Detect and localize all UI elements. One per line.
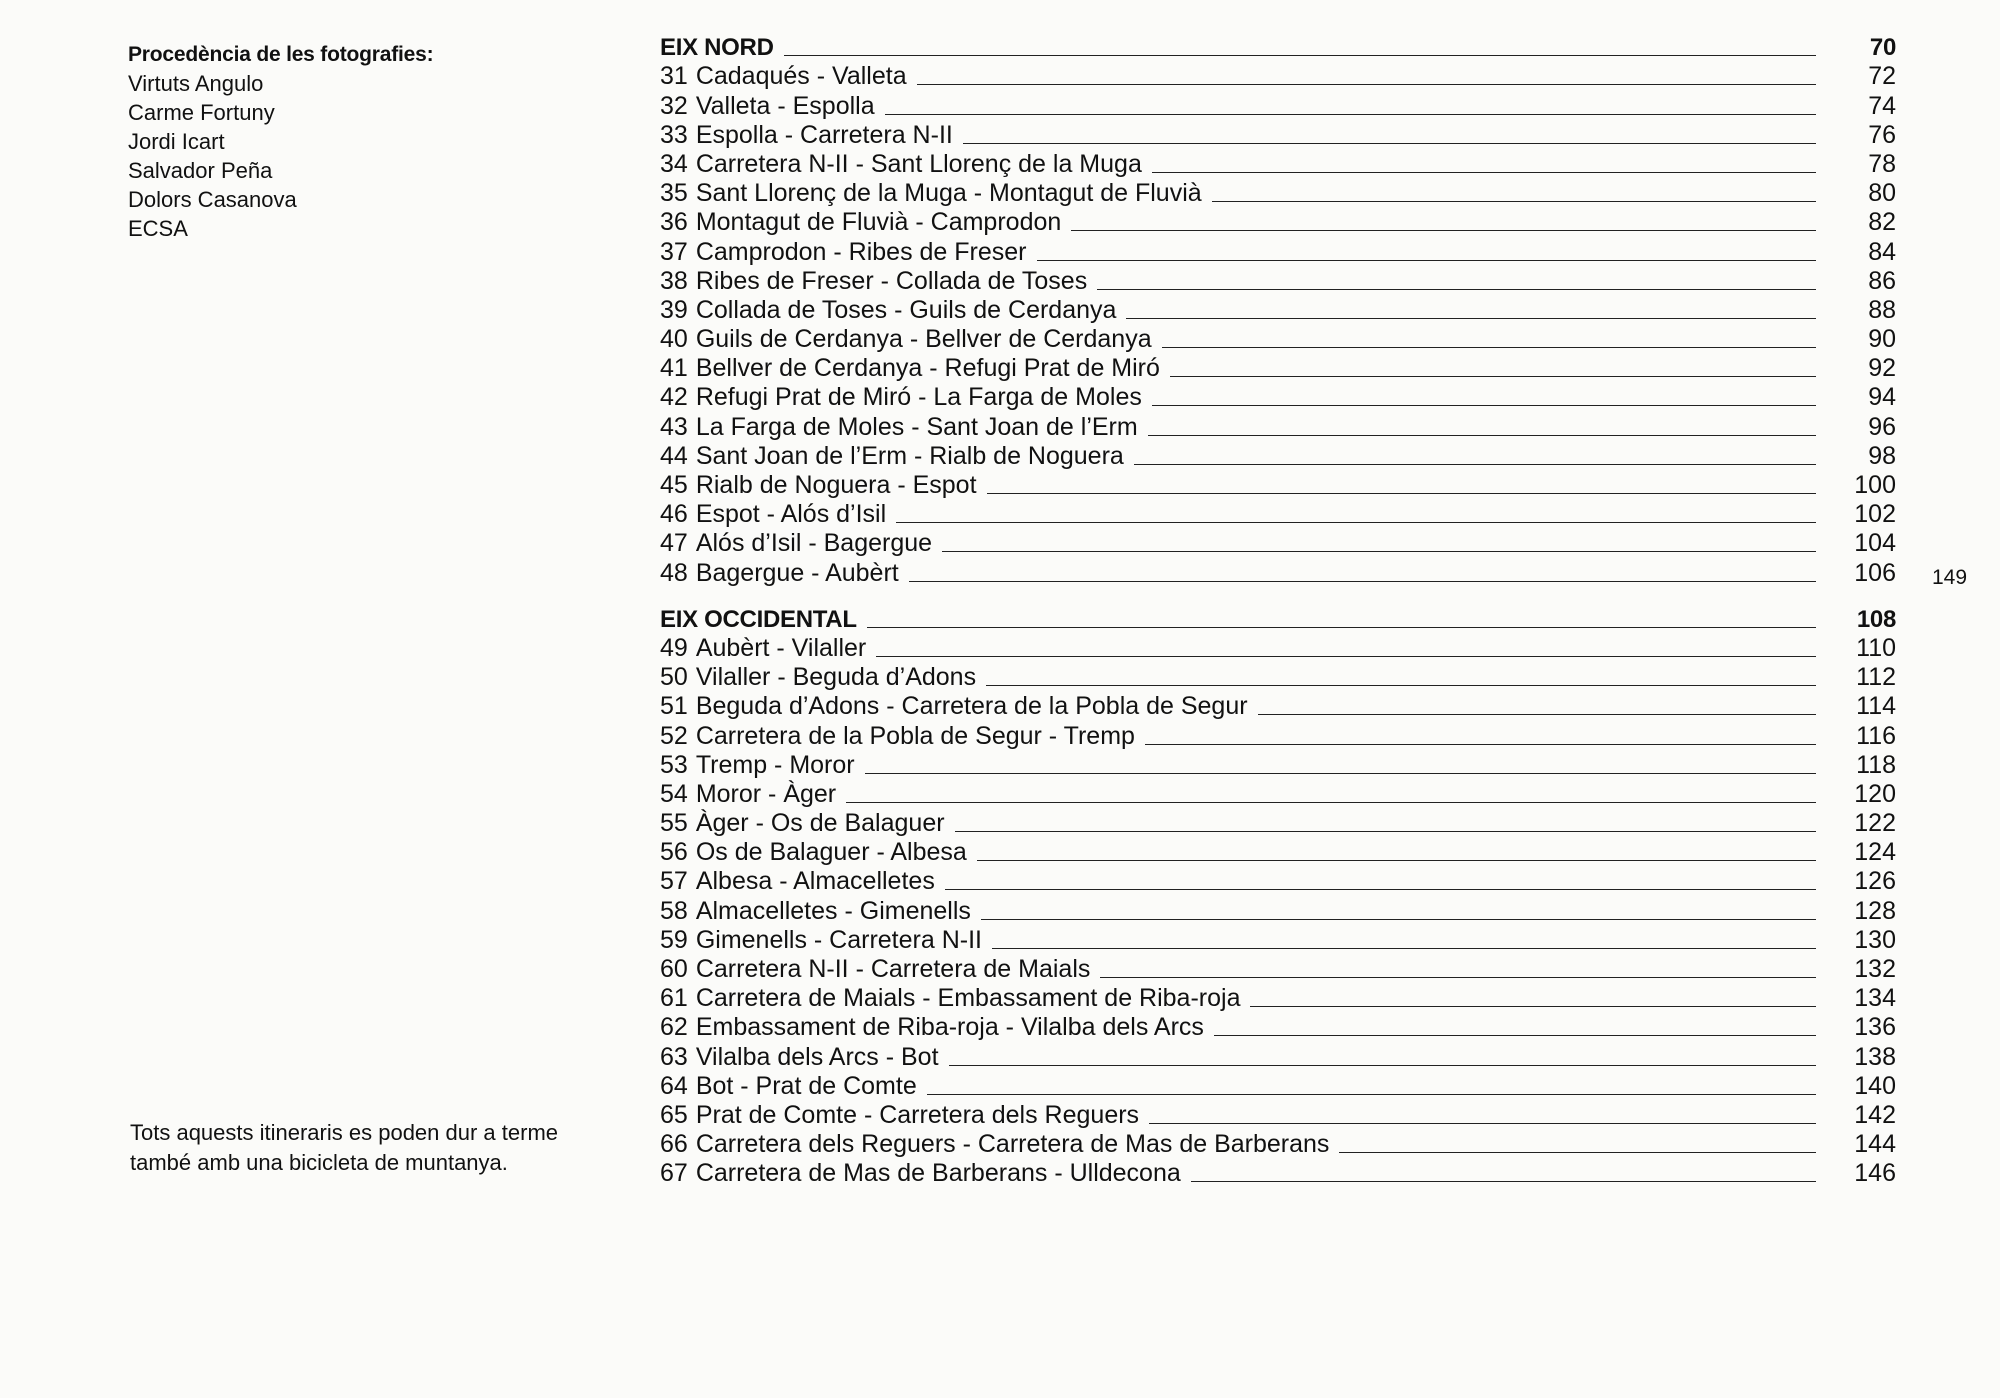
toc-entry[interactable] xyxy=(660,296,1896,325)
dotted-leader xyxy=(1214,1035,1816,1036)
itinerary-number: 57 xyxy=(660,867,688,896)
entry-text xyxy=(660,1101,1139,1130)
entry-text xyxy=(660,751,855,780)
entry-text xyxy=(660,559,899,588)
entry-text xyxy=(660,325,1152,354)
table-of-contents xyxy=(660,33,1896,1188)
entry-page: 122 xyxy=(1854,809,1896,838)
itinerary-number: 33 xyxy=(660,120,688,149)
toc-entry[interactable] xyxy=(660,208,1896,237)
itinerary-label: Bagergue - Aubèrt xyxy=(695,558,899,587)
entry-page: 136 xyxy=(1854,1013,1896,1042)
toc-entry[interactable] xyxy=(660,809,1896,838)
toc-entry[interactable] xyxy=(660,780,1896,809)
itinerary-number: 54 xyxy=(660,779,688,808)
entry-text xyxy=(660,984,1240,1013)
entry-text xyxy=(660,92,875,121)
entry-page: 118 xyxy=(1856,750,1896,779)
itinerary-number: 65 xyxy=(660,1100,688,1129)
entry-text xyxy=(660,267,1087,296)
itinerary-label: Sant Joan de l’Erm - Rialb de Noguera xyxy=(695,441,1124,470)
dotted-leader xyxy=(784,55,1816,56)
itinerary-label: Camprodon - Ribes de Freser xyxy=(695,237,1027,266)
itinerary-number: 45 xyxy=(660,471,688,499)
dotted-leader xyxy=(949,1065,1816,1066)
dotted-leader xyxy=(1134,464,1816,465)
toc-entry[interactable] xyxy=(660,1101,1896,1130)
itinerary-number: 38 xyxy=(660,266,688,295)
dotted-leader xyxy=(992,948,1816,949)
toc-entry[interactable] xyxy=(660,1072,1896,1101)
dotted-leader xyxy=(1170,376,1816,377)
photo-credits xyxy=(128,40,568,243)
itinerary-label: Carretera N-II - Carretera de Maials xyxy=(695,955,1091,983)
itinerary-label: Carretera de Mas de Barberans - Ulldecona xyxy=(695,1159,1181,1188)
entry-text xyxy=(660,1159,1181,1188)
entry-page: 96 xyxy=(1868,412,1896,441)
dotted-leader xyxy=(945,889,1816,890)
entry-text xyxy=(660,1043,939,1072)
dotted-leader xyxy=(955,831,1816,832)
entry-text xyxy=(660,500,886,529)
toc-entry[interactable] xyxy=(660,984,1896,1013)
entry-page: 132 xyxy=(1854,955,1896,983)
itinerary-number: 46 xyxy=(660,500,688,529)
toc-entry[interactable] xyxy=(660,237,1896,266)
entry-page: 86 xyxy=(1868,266,1896,295)
toc-entry[interactable] xyxy=(660,1013,1896,1042)
toc-entry[interactable] xyxy=(660,1042,1896,1071)
entry-page: 124 xyxy=(1854,838,1896,867)
entry-text xyxy=(660,838,967,867)
toc-entry[interactable] xyxy=(660,838,1896,867)
dotted-leader xyxy=(1149,1123,1816,1124)
itinerary-label: Gimenells - Carretera N-II xyxy=(695,925,982,954)
entry-text xyxy=(660,926,982,955)
itinerary-number: 37 xyxy=(660,237,688,266)
itinerary-number: 43 xyxy=(660,412,688,441)
page-number: 149 xyxy=(1932,566,1968,589)
itinerary-number: 39 xyxy=(660,295,688,324)
itinerary-label: Bellver de Cerdanya - Refugi Prat de Miró xyxy=(695,354,1160,383)
itinerary-label: Espot - Alós d’Isil xyxy=(695,500,887,529)
section-title: EIX OCCIDENTAL xyxy=(660,605,857,633)
entry-text xyxy=(660,471,977,500)
itinerary-label: Carretera N-II - Sant Llorenç de la Muga xyxy=(695,149,1142,178)
entry-page: 90 xyxy=(1868,325,1896,354)
itinerary-number: 48 xyxy=(660,558,688,587)
dotted-leader xyxy=(987,493,1816,494)
toc-entry[interactable] xyxy=(660,471,1896,500)
itinerary-number: 32 xyxy=(660,91,688,120)
itinerary-label: Vilaller - Beguda d’Adons xyxy=(695,663,977,692)
toc-entry[interactable] xyxy=(660,558,1896,587)
itinerary-label: Embassament de Riba-roja - Vilalba dels Arcs xyxy=(695,1013,1204,1042)
entry-page: 76 xyxy=(1868,120,1896,149)
entry-text xyxy=(660,179,1202,208)
itinerary-number: 67 xyxy=(660,1159,688,1188)
bike-note: Tots aquests itineraris es poden dur a terme també amb una bicicleta de muntanya. xyxy=(130,1120,559,1175)
entry-text xyxy=(660,867,935,896)
dotted-leader xyxy=(1212,201,1816,202)
itinerary-number: 62 xyxy=(660,1013,688,1042)
dotted-leader xyxy=(963,143,1816,144)
entry-page: 120 xyxy=(1854,779,1896,808)
entry-text xyxy=(660,809,945,838)
itinerary-number: 49 xyxy=(660,633,688,662)
itinerary-number: 31 xyxy=(660,62,688,91)
itinerary-number: 52 xyxy=(660,721,688,750)
entry-page: 98 xyxy=(1868,441,1896,470)
dotted-leader xyxy=(1071,230,1816,231)
dotted-leader xyxy=(896,522,1816,523)
itinerary-label: Àger - Os de Balaguer xyxy=(695,809,945,838)
entry-text xyxy=(660,150,1142,179)
entry-text xyxy=(660,780,836,809)
dotted-leader xyxy=(981,919,1816,920)
entry-text xyxy=(660,354,1160,383)
entry-text xyxy=(660,529,932,558)
itinerary-number: 63 xyxy=(660,1042,688,1071)
entry-page: 100 xyxy=(1854,471,1896,499)
dotted-leader xyxy=(986,685,1816,686)
dotted-leader xyxy=(1037,260,1816,261)
itinerary-number: 50 xyxy=(660,663,688,692)
itinerary-label: Tremp - Moror xyxy=(695,750,855,779)
section-title: EIX NORD xyxy=(660,34,774,62)
entry-page: 78 xyxy=(1868,149,1896,178)
dotted-leader xyxy=(1339,1152,1816,1153)
entry-text xyxy=(660,897,971,926)
dotted-leader xyxy=(1258,714,1816,715)
entry-page: 114 xyxy=(1856,692,1896,721)
entry-page: 94 xyxy=(1868,383,1896,412)
toc-entry[interactable] xyxy=(660,179,1896,208)
entry-page: 112 xyxy=(1856,663,1896,692)
dotted-leader xyxy=(876,656,1816,657)
credits-title: Procedència de les fotografies: xyxy=(128,43,434,66)
entry-text xyxy=(660,208,1061,237)
toc-entry[interactable] xyxy=(660,896,1896,925)
itinerary-label: Rialb de Noguera - Espot xyxy=(695,471,977,499)
entry-page: 140 xyxy=(1854,1071,1896,1100)
toc-entry[interactable] xyxy=(660,354,1896,383)
itinerary-label: Moror - Àger xyxy=(695,779,837,808)
entry-page: 92 xyxy=(1868,354,1896,383)
dotted-leader xyxy=(1191,1181,1816,1182)
entry-page: 128 xyxy=(1854,896,1896,925)
entry-text xyxy=(660,1013,1204,1042)
dotted-leader xyxy=(917,84,1816,85)
dotted-leader xyxy=(885,114,1816,115)
toc-entry[interactable] xyxy=(660,634,1896,663)
itinerary-label: Sant Llorenç de la Muga - Montagut de Fluvià xyxy=(695,179,1202,208)
toc-entry[interactable] xyxy=(660,442,1896,471)
itinerary-label: Carretera dels Reguers - Carretera de Mas de Barberans xyxy=(695,1130,1330,1159)
credit-name: Virtuts Angulo xyxy=(128,71,264,96)
entry-page: 134 xyxy=(1854,984,1896,1013)
dotted-leader xyxy=(942,551,1816,552)
toc-entry[interactable] xyxy=(660,955,1896,984)
entry-text xyxy=(660,121,953,150)
itinerary-label: Collada de Toses - Guils de Cerdanya xyxy=(695,295,1117,324)
credit-name: Carme Fortuny xyxy=(128,100,275,125)
toc-entry[interactable] xyxy=(660,751,1896,780)
dotted-leader xyxy=(1152,405,1816,406)
toc-entry[interactable] xyxy=(660,500,1896,529)
entry-page: 80 xyxy=(1868,179,1896,208)
dotted-leader xyxy=(927,1094,1816,1095)
itinerary-label: Carretera de Maials - Embassament de Riba-roja xyxy=(695,984,1241,1013)
dotted-leader xyxy=(1126,318,1816,319)
itinerary-label: Espolla - Carretera N-II xyxy=(695,120,953,149)
itinerary-label: Os de Balaguer - Albesa xyxy=(695,838,967,867)
entry-text xyxy=(660,1130,1329,1159)
dotted-leader xyxy=(1100,977,1816,978)
toc-entry[interactable] xyxy=(660,62,1896,91)
itinerary-label: Refugi Prat de Miró - La Farga de Moles xyxy=(695,383,1142,412)
entry-page: 106 xyxy=(1854,558,1896,587)
dotted-leader xyxy=(1162,347,1816,348)
entry-page: 84 xyxy=(1868,237,1896,266)
itinerary-number: 56 xyxy=(660,838,688,867)
section-page: 108 xyxy=(1856,605,1896,633)
entry-text xyxy=(660,663,976,692)
itinerary-number: 40 xyxy=(660,325,688,354)
itinerary-label: Aubèrt - Vilaller xyxy=(695,633,867,662)
itinerary-number: 44 xyxy=(660,441,688,470)
itinerary-label: Alós d’Isil - Bagergue xyxy=(695,529,933,558)
itinerary-number: 59 xyxy=(660,925,688,954)
itinerary-label: Beguda d’Adons - Carretera de la Pobla de Segur xyxy=(695,692,1248,721)
entry-text xyxy=(660,955,1090,984)
entry-text xyxy=(660,1072,917,1101)
toc-entry[interactable] xyxy=(660,692,1896,721)
itinerary-number: 58 xyxy=(660,896,688,925)
itinerary-number: 60 xyxy=(660,955,688,983)
toc-entry[interactable] xyxy=(660,867,1896,896)
toc-entry[interactable] xyxy=(660,1130,1896,1159)
itinerary-label: Vilalba dels Arcs - Bot xyxy=(695,1042,939,1071)
itinerary-label: Almacelletes - Gimenells xyxy=(695,896,971,925)
itinerary-label: Prat de Comte - Carretera dels Reguers xyxy=(695,1100,1140,1129)
credit-name: ECSA xyxy=(128,216,188,241)
credit-name: Dolors Casanova xyxy=(128,187,297,212)
entry-page: 72 xyxy=(1868,62,1896,91)
toc-entry[interactable] xyxy=(660,383,1896,412)
toc-section-heading[interactable] xyxy=(660,33,1896,62)
toc-entry[interactable] xyxy=(660,267,1896,296)
dotted-leader xyxy=(1250,1006,1816,1007)
dotted-leader xyxy=(865,773,1816,774)
itinerary-number: 51 xyxy=(660,692,688,721)
entry-text xyxy=(660,692,1248,721)
entry-page: 130 xyxy=(1854,925,1896,954)
dotted-leader xyxy=(1152,172,1816,173)
entry-text xyxy=(660,634,866,663)
entry-page: 146 xyxy=(1854,1159,1896,1188)
entry-page: 142 xyxy=(1854,1100,1896,1129)
section-gap xyxy=(660,588,1896,605)
toc-entry[interactable] xyxy=(660,325,1896,354)
dotted-leader xyxy=(846,802,1816,803)
entry-text xyxy=(660,296,1116,325)
itinerary-number: 36 xyxy=(660,208,688,237)
toc-entry[interactable] xyxy=(660,721,1896,750)
dotted-leader xyxy=(867,627,1816,628)
dotted-leader xyxy=(909,581,1816,582)
itinerary-number: 66 xyxy=(660,1130,688,1159)
entry-page: 116 xyxy=(1856,721,1896,750)
dotted-leader xyxy=(977,860,1816,861)
toc-entry[interactable] xyxy=(660,412,1896,441)
itinerary-number: 34 xyxy=(660,149,688,178)
toc-entry[interactable] xyxy=(660,91,1896,120)
entry-text xyxy=(660,722,1135,751)
itinerary-label: Bot - Prat de Comte xyxy=(695,1071,917,1100)
itinerary-number: 55 xyxy=(660,809,688,838)
toc-entry[interactable] xyxy=(660,926,1896,955)
entry-page: 74 xyxy=(1868,91,1896,120)
itinerary-label: Carretera de la Pobla de Segur - Tremp xyxy=(695,721,1135,750)
section-page: 70 xyxy=(1869,34,1896,62)
entry-page: 110 xyxy=(1856,633,1896,662)
credit-name: Jordi Icart xyxy=(128,129,225,154)
dotted-leader xyxy=(1148,435,1816,436)
entry-text xyxy=(660,62,907,91)
itinerary-number: 42 xyxy=(660,383,688,412)
toc-entry[interactable] xyxy=(660,1159,1896,1188)
entry-text xyxy=(660,442,1124,471)
itinerary-number: 64 xyxy=(660,1071,688,1100)
itinerary-label: Albesa - Almacelletes xyxy=(695,867,935,896)
itinerary-label: La Farga de Moles - Sant Joan de l’Erm xyxy=(695,412,1138,441)
entry-text xyxy=(660,413,1138,442)
itinerary-label: Montagut de Fluvià - Camprodon xyxy=(695,208,1062,237)
toc-entry[interactable] xyxy=(660,529,1896,558)
dotted-leader xyxy=(1097,289,1816,290)
entry-page: 126 xyxy=(1854,867,1896,896)
itinerary-label: Cadaqués - Valleta xyxy=(695,62,907,91)
itinerary-label: Guils de Cerdanya - Bellver de Cerdanya xyxy=(695,325,1152,354)
credit-name: Salvador Peña xyxy=(128,158,273,183)
entry-text xyxy=(660,238,1027,267)
toc-entry[interactable] xyxy=(660,663,1896,692)
entry-page: 104 xyxy=(1854,529,1896,558)
toc-entry[interactable] xyxy=(660,121,1896,150)
entry-text xyxy=(660,383,1142,412)
dotted-leader xyxy=(1145,744,1816,745)
itinerary-label: Valleta - Espolla xyxy=(695,91,875,120)
toc-entry[interactable] xyxy=(660,150,1896,179)
itinerary-number: 35 xyxy=(660,179,688,208)
itinerary-number: 61 xyxy=(660,984,688,1013)
entry-page: 138 xyxy=(1854,1042,1896,1071)
itinerary-label: Ribes de Freser - Collada de Toses xyxy=(695,266,1088,295)
entry-page: 82 xyxy=(1868,208,1896,237)
itinerary-number: 47 xyxy=(660,529,688,558)
itinerary-number: 41 xyxy=(660,354,688,383)
entry-page: 88 xyxy=(1868,295,1896,324)
entry-page: 144 xyxy=(1854,1130,1896,1159)
itinerary-number: 53 xyxy=(660,750,688,779)
entry-page: 102 xyxy=(1854,500,1896,529)
toc-section-heading[interactable] xyxy=(660,605,1896,634)
